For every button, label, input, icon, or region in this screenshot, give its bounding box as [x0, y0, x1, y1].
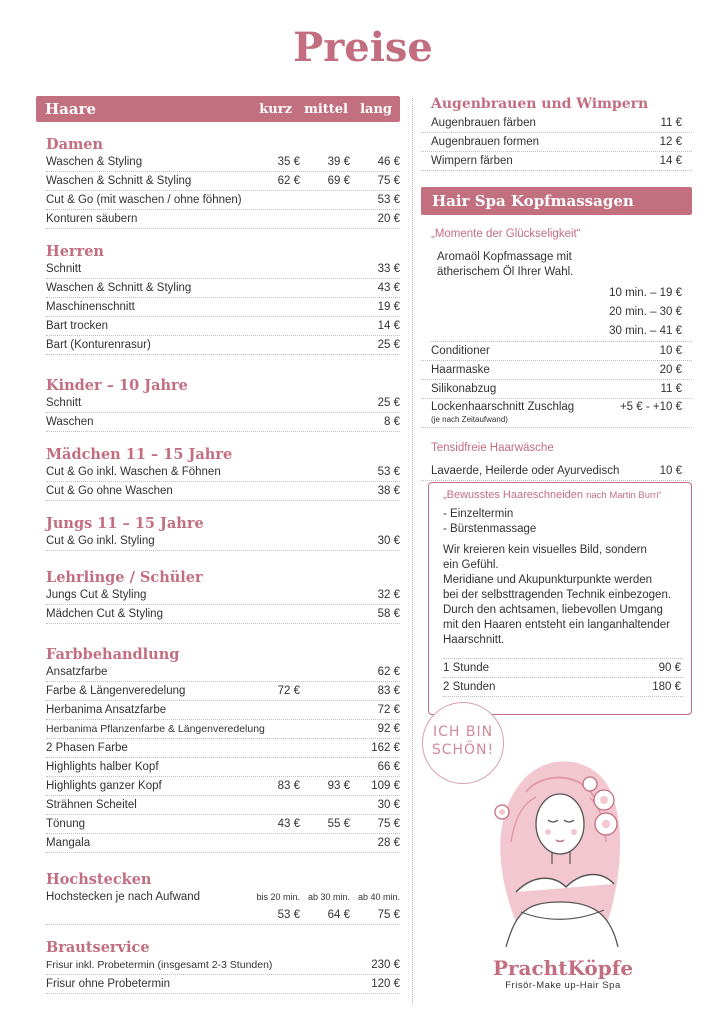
price-row: [46, 815, 400, 834]
augen-title: Augenbrauen und Wimpern: [431, 96, 649, 112]
price-kurz: 72 €: [277, 685, 300, 697]
bullet: - Einzeltermin: [443, 508, 514, 520]
price-lang: 53 €: [377, 466, 400, 478]
row-name: Ansatzfarbe: [46, 666, 108, 678]
row-name: Bart trocken: [46, 320, 108, 332]
price-kurz: 83 €: [277, 780, 300, 792]
section-braut: Brautservice: [46, 939, 150, 956]
row-price: 10 €: [659, 345, 682, 357]
price-row: [46, 317, 400, 336]
price-row: [46, 956, 400, 975]
right-column: [421, 96, 692, 481]
bewusst-text: [443, 543, 691, 648]
row-name: Cut & Go (mit waschen / ohne föhnen): [46, 194, 242, 206]
hochstecken-time-1: bis 20 min.: [256, 892, 300, 902]
row-name: Strähnen Scheitel: [46, 799, 137, 811]
row-name: Herbanima Ansatzfarbe: [46, 704, 167, 716]
price-row: [46, 298, 400, 317]
locken-note: (je nach Zeitaufwand): [431, 415, 508, 424]
price-lang: 33 €: [377, 263, 400, 275]
haare-column: [36, 96, 400, 994]
row-name: Frisur ohne Probetermin: [46, 978, 170, 990]
row-name: Wimpern färben: [431, 155, 513, 167]
text-line: Durch den achtsamen, liebevollen Umgang: [443, 604, 663, 616]
brand-tagline: Frisör-Make up-Hair Spa: [505, 980, 621, 991]
augen-row: [421, 133, 692, 152]
section-lehrlinge: Lehrlinge / Schüler: [46, 569, 203, 586]
row-name: Cut & Go inkl. Waschen & Föhnen: [46, 466, 221, 478]
row-price: 10 €: [659, 465, 682, 477]
price-lang: 43 €: [377, 282, 400, 294]
row-name: Herbanima Pflanzenfarbe & Längenveredelung: [46, 723, 265, 735]
price-lang: 8 €: [384, 416, 400, 428]
row-price: 11 €: [660, 117, 682, 129]
price-row: [46, 153, 400, 172]
col-mittel: mittel: [304, 101, 348, 117]
row-name: Lavaerde, Heilerde oder Ayurvedisch: [431, 465, 620, 477]
price-row: [46, 532, 400, 551]
price-row: [46, 834, 400, 853]
price-lang: 72 €: [377, 704, 400, 716]
section-herren: Herren: [46, 243, 104, 260]
page-title: Preise: [293, 24, 433, 71]
aroma-times: [421, 284, 682, 341]
hochstecken-price-1: 53 €: [277, 909, 300, 921]
price-row: [46, 796, 400, 815]
bewusst-title-small: nach Martin Burri“: [586, 490, 662, 501]
row-name: Schnitt: [46, 263, 82, 275]
row-name: 2 Phasen Farbe: [46, 742, 128, 754]
row-name: Augenbrauen formen: [431, 136, 540, 148]
row-name: Konturen säubern: [46, 213, 138, 225]
row-name: Cut & Go ohne Waschen: [46, 485, 173, 497]
hochstecken-price-2: 64 €: [327, 909, 350, 921]
price-row: [46, 605, 400, 624]
price-lang: 30 €: [377, 799, 400, 811]
brand-logo: [488, 956, 638, 991]
row-name: Jungs Cut & Styling: [46, 589, 147, 601]
price-lang: 53 €: [377, 194, 400, 206]
aroma-time-3: 30 min. – 41 €: [609, 325, 682, 337]
col-kurz: kurz: [259, 101, 292, 117]
hochstecken-price-3: 75 €: [377, 909, 400, 921]
row-name: Waschen & Schnitt & Styling: [46, 282, 192, 294]
price-row: [46, 739, 400, 758]
bullet: - Bürstenmassage: [443, 523, 537, 535]
brand-name: PrachtKöpfe: [492, 956, 634, 980]
aroma-text: [437, 250, 692, 280]
spa-row: [421, 342, 692, 361]
locken-label: [431, 399, 574, 425]
momente-text: „Momente der Glückseligkeit“: [431, 228, 581, 240]
row-price: 20 €: [659, 364, 682, 376]
row-name: Waschen & Styling: [46, 156, 143, 168]
aroma-line-2: ätherischem Öl Ihrer Wahl.: [437, 266, 574, 278]
price-lang: 25 €: [377, 397, 400, 409]
row-price: 14 €: [659, 155, 682, 167]
price-kurz: 43 €: [277, 818, 300, 830]
column-divider: [412, 98, 413, 1003]
row-name: Highlights halber Kopf: [46, 761, 159, 773]
row-price: 180 €: [652, 681, 681, 693]
woman-illustration: [486, 752, 636, 952]
price-lang: 75 €: [377, 818, 400, 830]
price-lang: 46 €: [377, 156, 400, 168]
price-lang: 75 €: [377, 175, 400, 187]
hochstecken-time-2: ab 30 min.: [307, 892, 350, 902]
bewusst-row: [443, 659, 683, 678]
aroma-line-1: Aromaöl Kopfmassage mit: [437, 251, 572, 263]
price-row: [46, 413, 400, 432]
col-lang: lang: [360, 101, 392, 117]
price-row: [46, 975, 400, 994]
row-price: 12 €: [659, 136, 682, 148]
price-lang: 30 €: [377, 535, 400, 547]
row-name: 2 Stunden: [443, 681, 496, 693]
augen-row: [421, 152, 692, 171]
price-lang: 92 €: [377, 723, 400, 735]
text-line: mit den Haaren entsteht ein langanhaltender: [443, 619, 670, 631]
price-row: [46, 463, 400, 482]
price-row: [46, 758, 400, 777]
bewusst-bullets: [443, 507, 691, 537]
price-mittel: 93 €: [327, 780, 350, 792]
price-row: [46, 191, 400, 210]
row-name: Cut & Go inkl. Styling: [46, 535, 155, 547]
price-lang: 62 €: [377, 666, 400, 678]
spa-header: [421, 187, 692, 215]
hochstecken-name: Hochstecken je nach Aufwand: [46, 891, 201, 903]
row-name: Silikonabzug: [431, 383, 497, 395]
text-line: Meridiane und Akupunkturpunkte werden: [443, 574, 653, 586]
price-kurz: 62 €: [277, 175, 300, 187]
price-row: [46, 682, 400, 701]
bewusst-row: [443, 678, 683, 697]
hochstecken-time-3: ab 40 min.: [357, 892, 400, 902]
spa-row: [421, 380, 692, 399]
tensid-row: [421, 462, 692, 481]
price-row: [46, 720, 400, 739]
price-lang: 25 €: [377, 339, 400, 351]
spa-title: Hair Spa Kopfmassagen: [432, 192, 634, 210]
price-row: [46, 777, 400, 796]
price-lang: 28 €: [377, 837, 400, 849]
row-name: Tönung: [46, 818, 86, 830]
row-price: 11 €: [660, 383, 682, 395]
row-name: Conditioner: [431, 345, 490, 357]
aroma-time-2: 20 min. – 30 €: [609, 306, 682, 318]
price-lang: 230 €: [371, 959, 400, 971]
locken-row: [421, 399, 692, 428]
section-kinder: Kinder – 10 Jahre: [46, 377, 188, 394]
row-name: Haarmaske: [431, 364, 490, 376]
aroma-time-1: 10 min. – 19 €: [609, 287, 682, 299]
section-maedchen: Mädchen 11 – 15 Jahre: [46, 446, 233, 463]
price-mittel: 69 €: [327, 175, 350, 187]
haare-header: [36, 96, 400, 122]
locken-price: +5 € - +10 €: [619, 401, 682, 413]
row-name: Mangala: [46, 837, 91, 849]
price-row: [46, 482, 400, 501]
price-row: [46, 701, 400, 720]
hochstecken-row: [46, 888, 400, 906]
hochstecken-prices: [46, 906, 400, 925]
row-name: Waschen & Schnitt & Styling: [46, 175, 192, 187]
bewusst-box: [428, 482, 692, 715]
row-name: Bart (Konturenrasur): [46, 339, 151, 351]
locken-name: Lockenhaarschnitt Zuschlag: [431, 401, 575, 413]
price-lang: 38 €: [377, 485, 400, 497]
price-lang: 19 €: [377, 301, 400, 313]
stamp-line-2: SCHÖN!: [431, 742, 495, 758]
price-row: [46, 279, 400, 298]
section-hochstecken: Hochstecken: [46, 871, 152, 888]
price-lang: 32 €: [377, 589, 400, 601]
row-name: Highlights ganzer Kopf: [46, 780, 162, 792]
price-lang: 162 €: [371, 742, 400, 754]
tensid-title: Tensidfreie Haarwäsche: [431, 442, 554, 454]
price-lang: 58 €: [377, 608, 400, 620]
section-farbe: Farbbehandlung: [46, 646, 180, 663]
row-price: 90 €: [658, 662, 681, 674]
price-kurz: 35 €: [277, 156, 300, 168]
price-mittel: 55 €: [327, 818, 350, 830]
text-line: bei der selbsttragenden Technik einbezogen.: [443, 589, 672, 601]
spa-row: [421, 361, 692, 380]
bewusst-title: [443, 489, 691, 501]
row-name: Waschen: [46, 416, 94, 428]
price-lang: 66 €: [377, 761, 400, 773]
price-lang: 20 €: [377, 213, 400, 225]
section-damen: Damen: [46, 136, 104, 153]
price-row: [46, 210, 400, 229]
price-row: [46, 663, 400, 682]
price-lang: 120 €: [371, 978, 400, 990]
price-lang: 109 €: [371, 780, 400, 792]
bewusst-title-main: „Bewusstes Haareschneiden: [443, 489, 584, 501]
price-row: [46, 586, 400, 605]
row-name: Frisur inkl. Probetermin (insgesamt 2-3 Stunden): [46, 959, 273, 971]
haare-title: Haare: [45, 100, 97, 118]
row-name: Augenbrauen färben: [431, 117, 536, 129]
row-name: Mädchen Cut & Styling: [46, 608, 163, 620]
row-name: Schnitt: [46, 397, 82, 409]
price-row: [46, 394, 400, 413]
price-lang: 14 €: [377, 320, 400, 332]
price-row: [46, 172, 400, 191]
price-row: [46, 260, 400, 279]
price-mittel: 39 €: [327, 156, 350, 168]
augen-row: [421, 114, 692, 133]
text-line: Wir kreieren kein visuelles Bild, sondern: [443, 544, 647, 556]
section-jungs: Jungs 11 – 15 Jahre: [46, 515, 204, 532]
row-name: 1 Stunde: [443, 662, 490, 674]
price-row: [46, 336, 400, 355]
text-line: ein Gefühl.: [443, 559, 499, 571]
price-lang: 83 €: [377, 685, 400, 697]
row-name: Maschinenschnitt: [46, 301, 135, 313]
stamp-line-1: ICH BIN: [432, 724, 494, 740]
text-line: Haarschnitt.: [443, 634, 505, 646]
row-name: Farbe & Längenveredelung: [46, 685, 186, 697]
